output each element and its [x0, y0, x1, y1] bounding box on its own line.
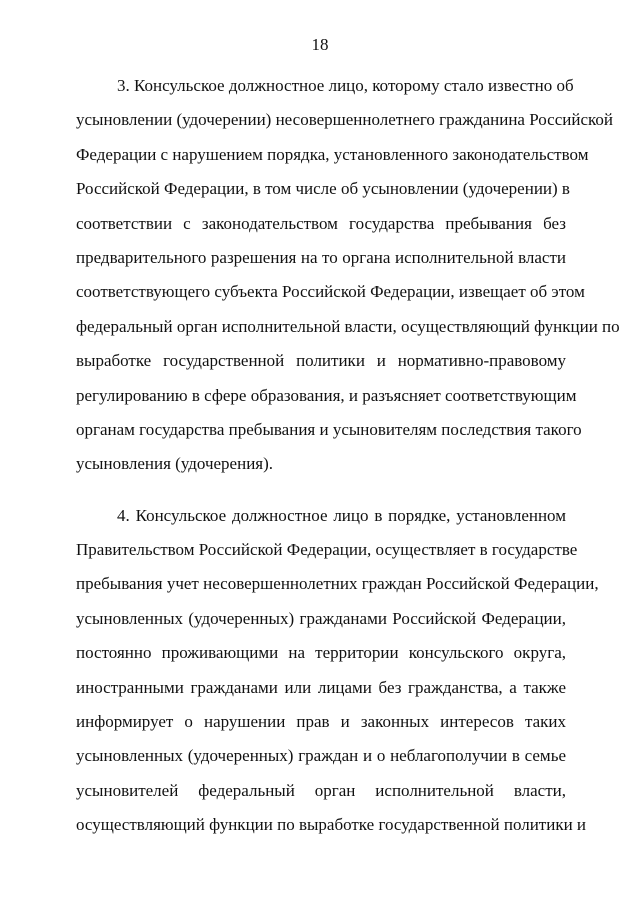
text-line: регулированию в сфере образования, и разъясняет соответствующим — [76, 385, 577, 405]
text-line: усыновления (удочерения). — [76, 454, 274, 474]
text-line: осуществляющий функции по выработке государственной политики и — [76, 815, 587, 835]
text-line: выработке государственной политики и нормативно-правовому — [76, 351, 566, 371]
text-line: соответствии с законодательством государства пребывания без — [76, 213, 566, 233]
text-line: 3. Консульское должностное лицо, которому стало известно об — [117, 76, 574, 95]
text-line: федеральный орган исполнительной власти, осуществляющий функции по — [76, 316, 620, 336]
text-line: усыновленных (удочеренных) гражданами Российской Федерации, — [76, 608, 566, 628]
paragraph-3 — [76, 75, 620, 488]
text-line: информирует о нарушении прав и законных интересов таких — [76, 712, 566, 732]
text-line: Федерации с нарушением порядка, установленного законодательством — [76, 144, 589, 164]
text-line: усыновленных (удочеренных) граждан и о неблагополучии в семье — [76, 746, 566, 766]
paragraph-spacer — [76, 488, 566, 505]
text-line: усыновителей федеральный орган исполнительной власти, — [76, 780, 566, 800]
document-body — [76, 75, 620, 849]
paragraph-4 — [76, 505, 599, 849]
text-line: органам государства пребывания и усыновителям последствия такого — [76, 419, 582, 439]
text-line: Российской Федерации, в том числе об усыновлении (удочерении) в — [76, 179, 570, 199]
text-line: иностранными гражданами или лицами без гражданства, а также — [76, 677, 566, 697]
text-line: соответствующего субъекта Российской Федерации, извещает об этом — [76, 282, 585, 302]
page-number: 18 — [311, 35, 329, 54]
text-line: 4. Консульское должностное лицо в порядке, установленном — [117, 505, 566, 525]
text-line: предварительного разрешения на то органа исполнительной власти — [76, 247, 566, 267]
text-line: постоянно проживающими на территории консульского округа, — [76, 643, 566, 663]
text-line: Правительством Российской Федерации, осуществляет в государстве — [76, 540, 578, 560]
text-line: усыновлении (удочерении) несовершеннолетнего гражданина Российской — [76, 110, 614, 130]
text-line: пребывания учет несовершеннолетних граждан Российской Федерации, — [76, 574, 599, 594]
